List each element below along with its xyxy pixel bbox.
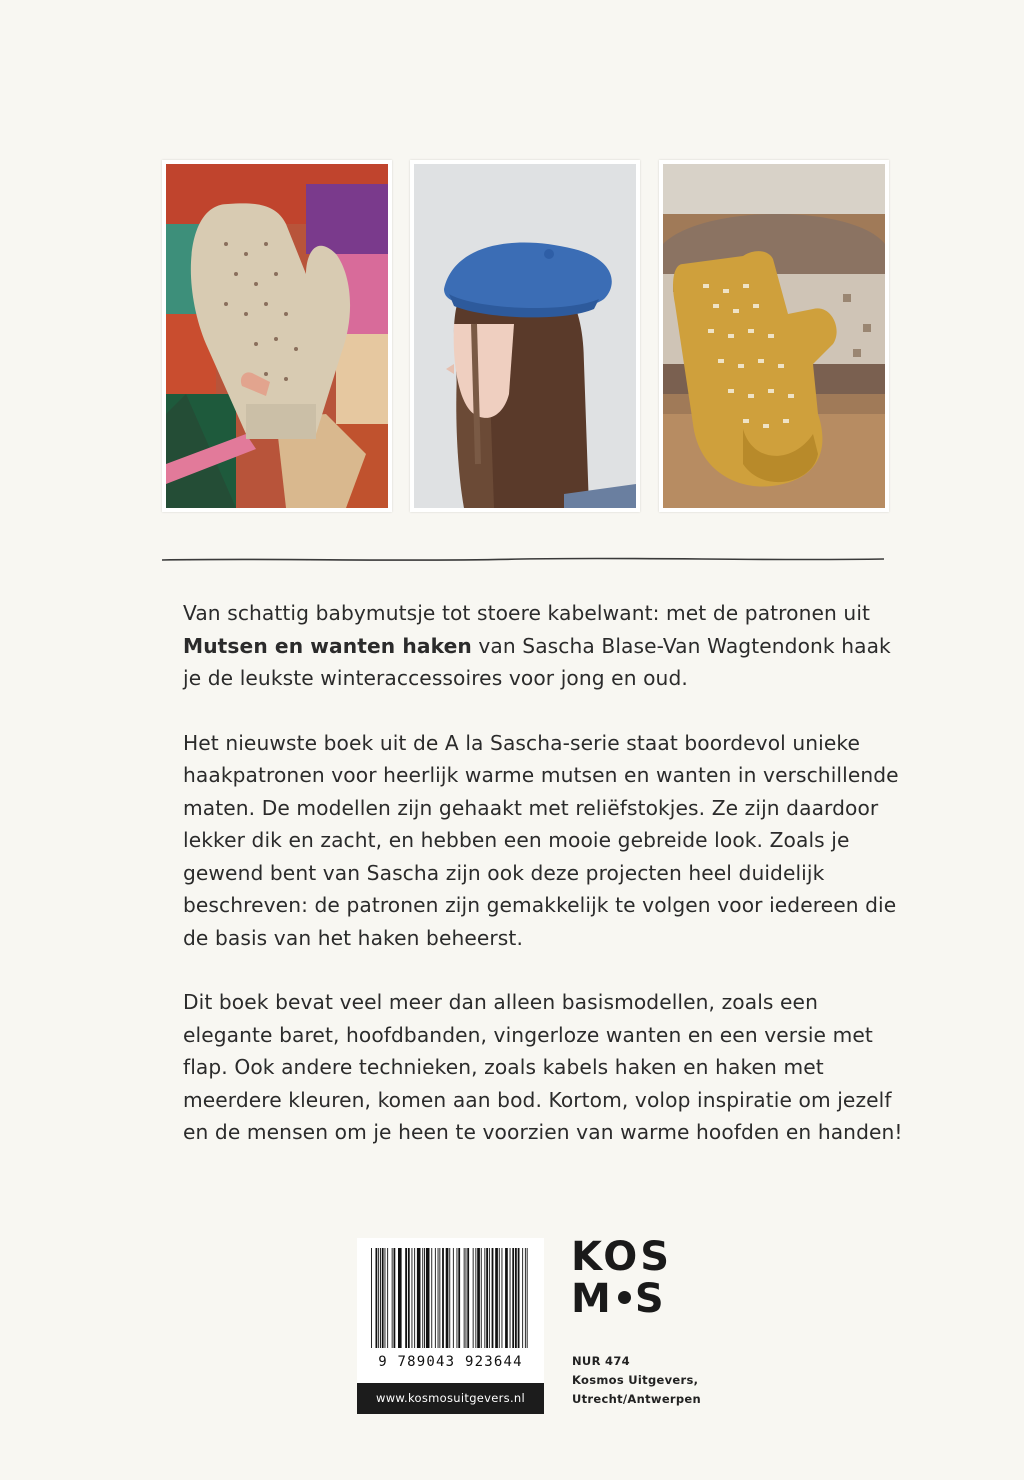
barcode-bar [449,1248,450,1348]
logo-line-1: KOS [571,1234,673,1280]
barcode-bar [522,1248,523,1348]
barcode-bar [424,1248,425,1348]
book-title: Mutsen en wanten haken [183,633,472,658]
barcode-bar [510,1248,511,1348]
barcode-bar [484,1248,485,1348]
kosmos-logo [571,1236,681,1320]
isbn-barcode [357,1238,544,1414]
barcode-bar [398,1248,402,1348]
imprint-info [572,1352,772,1409]
barcode-bar [435,1248,436,1348]
barcode-bar [466,1248,467,1348]
barcode-bar [380,1248,381,1348]
barcode-bar [489,1248,490,1348]
yellow-mitten-photo-image [663,164,885,508]
blurb-paragraph-3: Dit boek bevat veel meer dan alleen basismodellen, zoals een elegante baret, hoofdbanden, vingerloze wanten en een versie met flap. Ook andere technieken, zoals kabels haken en haken met meerdere kleuren, komen aan bod. Kortom, volop inspiratie om jezelf en de mensen om je heen te voorzien van warme hoofden en handen! [183,990,903,1144]
barcode-bar [385,1248,386,1348]
barcode-bar [442,1248,444,1348]
beret-photo-image [414,164,636,508]
barcode-bar [426,1248,430,1348]
logo-dot-icon [618,1291,631,1304]
photo-crochet-mitten [162,160,392,512]
barcode-bar [408,1248,410,1348]
logo-letter-s: S [634,1276,667,1322]
blurb-p1-start: Van schattig babymutsje tot stoere kabelwant: met de patronen uit [183,601,871,625]
barcode-bar [378,1248,379,1348]
barcode-bar [438,1248,439,1348]
barcode-bar [473,1248,474,1348]
barcode-bar [464,1248,465,1348]
back-cover-blurb [183,597,903,1181]
barcode-bars [371,1248,531,1348]
barcode-bar [446,1248,449,1348]
barcode-bar [457,1248,458,1348]
barcode-bar [414,1248,415,1348]
barcode-bar [376,1248,378,1348]
logo-letter-m: M [571,1276,614,1322]
barcode-bar [422,1248,423,1348]
mitten-photo-image [166,164,388,508]
publisher-url: www.kosmosuitgevers.nl [357,1383,544,1414]
barcode-bar [481,1248,482,1348]
photo-yellow-mitten [659,160,889,512]
publisher-location: Utrecht/Antwerpen [572,1392,702,1406]
isbn-number: 9 789043 923644 [378,1354,523,1370]
barcode-bar [525,1248,526,1348]
photo-blue-beret [410,160,640,512]
barcode-bar [371,1248,372,1348]
barcode-bar [486,1248,488,1348]
barcode-bar [412,1248,413,1348]
barcode-bar [405,1248,407,1348]
barcode-bar [477,1248,480,1348]
blurb-p1-end: van Sascha Blase-Van Wagtendonk haak je de leukste winteraccessoires voor jong en oud. [183,633,891,690]
barcode-bar [518,1248,520,1348]
barcode-bar [492,1248,494,1348]
divider-line [162,553,884,567]
barcode-bar [382,1248,384,1348]
barcode-bar [502,1248,503,1348]
barcode-bar [387,1248,388,1348]
barcode-bar [499,1248,500,1348]
logo-line-2 [571,1278,681,1320]
barcode-bar [495,1248,498,1348]
barcode-bar [458,1248,460,1348]
barcode-bar [475,1248,476,1348]
publisher-name: Kosmos Uitgevers, [572,1373,699,1387]
barcode-bar [431,1248,432,1348]
barcode-bar [417,1248,421,1348]
barcode-bar [394,1248,396,1348]
barcode-bar [453,1248,454,1348]
barcode-bar [439,1248,440,1348]
blurb-paragraph-2: Het nieuwste boek uit de A la Sascha-serie staat boordevol unieke haakpatronen voor heerlijk warme mutsen en wanten in verschillende maten. De modellen zijn gehaakt met reliëfstokjes. Ze zijn daardoor lekker dik en zacht, en hebben een mooie gebreide look. Zoals je gewend bent van Sascha zijn ook deze projecten heel duidelijk beschreven: de patronen zijn gemakkelijk te volgen voor iedereen die de basis van het haken beheerst. [183,730,899,950]
nur-code: NUR 474 [572,1354,630,1368]
barcode-bar [392,1248,393,1348]
barcode-bar [527,1248,528,1348]
barcode-bar [512,1248,514,1348]
barcode-bar [505,1248,508,1348]
barcode-bar [467,1248,469,1348]
barcode-bar [515,1248,517,1348]
blurb-paragraph-1 [183,597,903,695]
